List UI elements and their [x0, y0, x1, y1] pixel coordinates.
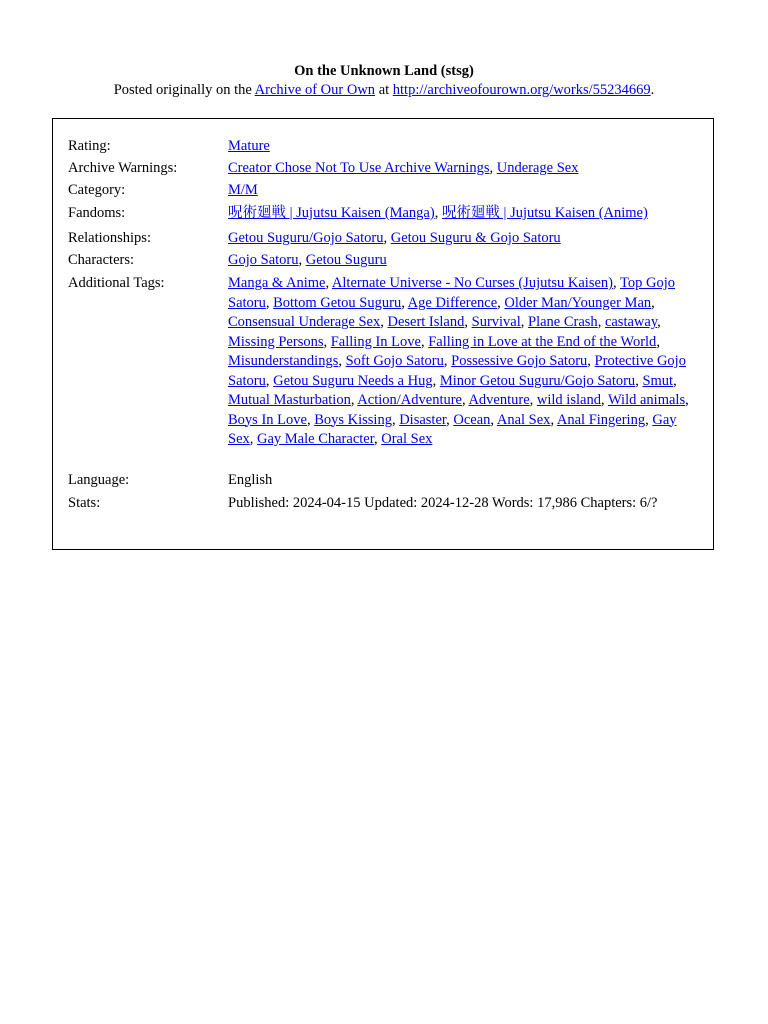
tag-separator: ,: [391, 411, 400, 428]
tag-link[interactable]: Bottom Getou Suguru: [273, 294, 402, 311]
tag-link[interactable]: Mature: [228, 138, 270, 154]
tag-separator: ,: [550, 411, 557, 428]
tag-link[interactable]: Minor Getou Suguru/Gojo Satoru: [439, 372, 636, 389]
tag-link[interactable]: Plane Crash: [528, 314, 598, 330]
tag-separator: ,: [420, 333, 429, 350]
posted-suffix: .: [650, 82, 655, 98]
tag-separator: ,: [434, 205, 442, 221]
tag-link[interactable]: Adventure: [468, 392, 530, 408]
tag-separator: ,: [306, 411, 315, 428]
tag-link[interactable]: Missing Persons: [228, 333, 324, 350]
tag-separator: ,: [490, 411, 497, 428]
work-url-link[interactable]: http://archiveofourown.org/works/55234669: [392, 82, 651, 98]
tag-link[interactable]: Age Difference: [407, 294, 498, 311]
tag-separator: ,: [380, 314, 388, 330]
language-label: Language:: [68, 472, 130, 488]
tag-link[interactable]: Disaster: [399, 411, 447, 428]
tag-separator: ,: [651, 294, 655, 311]
tag-link[interactable]: Smut: [642, 372, 674, 389]
tag-link[interactable]: Mutual Masturbation: [228, 392, 351, 408]
additional-tags-value: [228, 274, 700, 450]
tag-separator: ,: [497, 294, 505, 311]
tag-link[interactable]: Creator Chose Not To Use Archive Warnings: [228, 160, 490, 176]
tag-separator: ,: [597, 314, 605, 330]
fandoms-value: [228, 204, 700, 224]
tag-link[interactable]: Consensual Underage Sex: [228, 314, 381, 330]
tag-separator: ,: [383, 230, 391, 246]
tag-link[interactable]: Gay Sex: [228, 411, 677, 447]
tag-link[interactable]: Wild animals: [607, 392, 686, 408]
tag-separator: ,: [529, 392, 537, 408]
tag-link[interactable]: 呪術廻戦 | Jujutsu Kaisen (Anime): [441, 205, 648, 221]
tag-separator: ,: [656, 333, 660, 350]
tag-separator: ,: [464, 314, 472, 330]
tag-separator: ,: [325, 275, 332, 291]
language-value: English: [228, 472, 273, 488]
tag-separator: ,: [673, 372, 677, 389]
tag-separator: ,: [446, 411, 454, 428]
tag-link[interactable]: Alternate Universe - No Curses (Jujutsu Kaisen): [331, 275, 613, 291]
tag-separator: ,: [432, 372, 440, 389]
tag-link[interactable]: Getou Suguru/Gojo Satoru: [228, 230, 384, 246]
category-label: Category:: [68, 182, 126, 198]
tag-separator: ,: [635, 372, 643, 389]
tag-link[interactable]: Manga & Anime: [228, 275, 326, 291]
tag-separator: ,: [350, 392, 358, 408]
tag-link[interactable]: Oral Sex: [381, 431, 433, 447]
category-value: [228, 181, 700, 201]
posted-prefix: Posted originally on the: [113, 82, 255, 98]
additional-tags-label: Additional Tags:: [68, 275, 165, 291]
tag-separator: ,: [600, 392, 608, 408]
tag-separator: ,: [587, 353, 595, 369]
archive-link[interactable]: Archive of Our Own: [254, 82, 376, 98]
tag-link[interactable]: Getou Suguru: [305, 252, 387, 268]
tag-separator: ,: [520, 314, 529, 330]
tag-link[interactable]: Boys In Love: [228, 411, 307, 428]
tag-separator: ,: [265, 372, 274, 389]
tag-link[interactable]: Getou Suguru Needs a Hug: [273, 372, 433, 389]
tag-link[interactable]: Anal Fingering: [556, 411, 646, 428]
warnings-value: [228, 159, 700, 179]
warnings-label: Archive Warnings:: [68, 160, 178, 176]
tag-link[interactable]: castaway: [604, 314, 658, 330]
tag-link[interactable]: wild island: [536, 392, 601, 408]
characters-label: Characters:: [68, 252, 135, 268]
posted-line: [0, 81, 768, 100]
work-meta-box: [52, 118, 714, 550]
tag-link[interactable]: Underage Sex: [496, 160, 579, 176]
tag-separator: ,: [443, 353, 452, 369]
tag-link[interactable]: Soft Gojo Satoru: [345, 353, 444, 369]
stats-value: Published: 2024-04-15 Updated: 2024-12-28 Words: 17,986 Chapters: 6/?: [228, 495, 658, 511]
tag-separator: ,: [265, 294, 274, 311]
characters-value: [228, 251, 700, 271]
tag-link[interactable]: Falling In Love: [330, 333, 421, 350]
work-header: [0, 62, 768, 100]
tag-link[interactable]: Boys Kissing: [314, 411, 392, 428]
rating-value: [228, 137, 700, 157]
tag-link[interactable]: M/M: [228, 182, 258, 198]
work-title: On the Unknown Land (stsg): [294, 63, 474, 79]
tag-link[interactable]: Ocean: [453, 411, 491, 428]
tag-link[interactable]: Desert Island: [387, 314, 465, 330]
tag-separator: ,: [613, 275, 620, 291]
fandoms-label: Fandoms:: [68, 205, 126, 221]
tag-link[interactable]: Older Man/Younger Man: [504, 294, 652, 311]
tag-separator: ,: [657, 314, 661, 330]
tag-link[interactable]: Protective Gojo Satoru: [228, 353, 686, 389]
tag-link[interactable]: Possessive Gojo Satoru: [451, 353, 588, 369]
stats-label: Stats:: [68, 495, 101, 511]
tag-link[interactable]: Action/Adventure: [357, 392, 462, 408]
tag-link[interactable]: Top Gojo Satoru: [228, 275, 675, 311]
rating-label: Rating:: [68, 138, 111, 154]
tag-link[interactable]: Gay Male Character: [257, 431, 374, 447]
tag-separator: ,: [462, 392, 469, 408]
relationships-label: Relationships:: [68, 230, 151, 246]
tag-separator: ,: [685, 392, 689, 408]
tag-separator: ,: [401, 294, 408, 311]
tag-link[interactable]: Gojo Satoru: [228, 252, 299, 268]
posted-at: at: [375, 82, 393, 98]
tag-separator: ,: [338, 353, 346, 369]
tag-separator: ,: [298, 252, 306, 268]
tag-link[interactable]: Anal Sex: [496, 411, 551, 428]
relationships-value: [228, 229, 700, 249]
tag-link[interactable]: Survival: [471, 314, 521, 330]
tag-link[interactable]: Misunderstandings: [228, 353, 339, 369]
tag-link[interactable]: 呪術廻戦 | Jujutsu Kaisen (Manga): [228, 205, 435, 221]
tag-separator: ,: [249, 431, 257, 447]
tag-separator: ,: [489, 160, 497, 176]
tag-separator: ,: [373, 431, 382, 447]
tag-link[interactable]: Getou Suguru & Gojo Satoru: [390, 230, 561, 246]
tag-separator: ,: [645, 411, 653, 428]
tag-link[interactable]: Falling in Love at the End of the World: [428, 333, 657, 350]
tag-separator: ,: [323, 333, 331, 350]
